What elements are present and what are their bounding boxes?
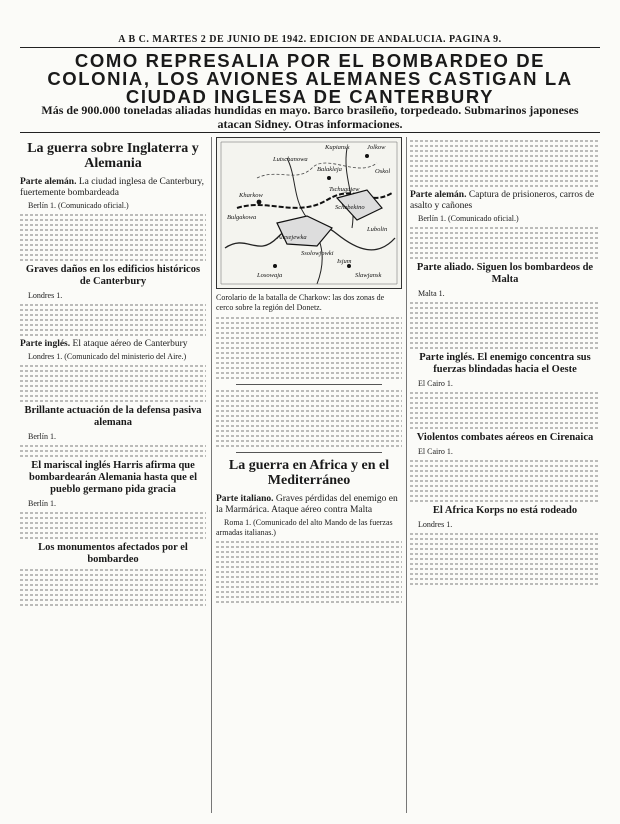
lead-text: Graves pérdidas del enemigo en la Marmárica. Ataque aéreo contra Malta <box>216 494 398 515</box>
lead-text: Captura de prisioneros, carros de asalto y cañones <box>410 190 595 211</box>
dateline: El Cairo 1. <box>418 447 453 456</box>
map-label: Lubolin <box>367 226 388 233</box>
header-rule <box>20 47 600 48</box>
section-title-africa: La guerra en Africa y en el Mediterráneo <box>228 458 390 488</box>
column-3 <box>410 137 600 817</box>
column-1 <box>20 137 206 817</box>
lead-text: La ciudad inglesa de Canterbury, fuertemente bombardeada <box>20 177 205 198</box>
article-body <box>410 460 600 502</box>
article-body <box>216 317 402 379</box>
column-rule-1 <box>211 137 212 813</box>
battle-map <box>216 137 402 289</box>
map-label: Oskol <box>375 168 391 175</box>
article-divider <box>236 384 382 385</box>
map-label: Lutschanowa <box>273 156 308 163</box>
lead-parte-ingles <box>20 339 206 350</box>
subhead-combates-aereos: Violentos combates aéreos en Cirenaica <box>416 432 594 443</box>
subhead-malta: Parte aliado. Siguen los bombardeos de Malta <box>416 262 594 285</box>
section-title-inglaterra: La guerra sobre Inglaterra y Alemania <box>27 141 199 171</box>
article-body <box>216 541 402 603</box>
subhead-africa-korps: El Africa Korps no está rodeado <box>432 505 578 516</box>
column-2 <box>216 137 402 817</box>
map-label: Balakleja <box>317 166 342 173</box>
article-body <box>410 227 600 259</box>
lead-label: Parte italiano. <box>216 494 274 504</box>
dateline: Londres 1. <box>28 291 63 300</box>
subhead-fuerzas-blindadas: Parte inglés. El enemigo concentra sus fuerzas blindadas hacia el Oeste <box>419 352 591 375</box>
running-header: A B C. MARTES 2 DE JUNIO DE 1942. EDICION DE ANDALUCIA. PAGINA 9. <box>118 34 502 45</box>
map-label: Bulgakowa <box>227 214 257 221</box>
map-label: Losowaja <box>257 272 283 279</box>
subhead-defensa-pasiva: Brillante actuación de la defensa pasiva alemana <box>24 405 202 428</box>
map-label: Tschugujew <box>329 186 360 193</box>
article-body <box>20 512 206 539</box>
subhead-canterbury-damage: Graves daños en los edificios históricos de Canterbury <box>25 264 201 287</box>
map-drawing <box>217 138 401 288</box>
map-label: Isjum <box>337 258 352 265</box>
map-label: Jolkow <box>367 144 386 151</box>
lead-label: Parte alemán. <box>410 190 467 200</box>
dateline: El Cairo 1. <box>418 379 453 388</box>
map-caption: Corolario de la batalla de Charkow: las dos zonas de cerco sobre la región del Donetz. <box>216 293 385 312</box>
column-rule-2 <box>406 137 407 813</box>
map-label: Ssolowjowki <box>301 250 334 257</box>
article-divider <box>236 452 382 453</box>
article-body <box>20 365 206 402</box>
headline-rule <box>20 132 600 133</box>
article-body <box>410 302 600 349</box>
article-body <box>20 304 206 336</box>
dateline: Berlín 1. (Comunicado oficial.) <box>418 214 519 223</box>
dateline: Berlín 1. <box>28 499 56 508</box>
subhead-monumentos: Los monumentos afectados por el bombardeo <box>38 542 188 565</box>
dateline: Berlín 1. (Comunicado oficial.) <box>28 201 129 210</box>
article-body <box>20 569 206 606</box>
dateline: Malta 1. <box>418 289 445 298</box>
main-headline: COMO REPRESALIA POR EL BOMBARDEO DE COLONIA, LOS AVIONES ALEMANES CASTIGAN LA CIUDAD INGLESA DE CANTERBURY <box>47 50 573 107</box>
subhead-mariscal-harris: El mariscal inglés Harris afirma que bombardearán Alemania hasta que el pueblo germano pida gracia <box>28 460 197 495</box>
sub-headline: Más de 900.000 toneladas aliadas hundidas en mayo. Barco brasileño, torpedeado. Submarinos japoneses atacan Sidney. Otras informaciones. <box>41 103 579 131</box>
lead-text: El ataque aéreo de Canterbury <box>72 339 188 349</box>
map-label: Kharkow <box>239 192 263 199</box>
article-body <box>20 445 206 457</box>
article-body <box>410 140 600 187</box>
dateline: Roma 1. (Comunicado del alto Mando de las fuerzas armadas italianas.) <box>216 518 393 537</box>
article-body <box>20 214 206 261</box>
article-body <box>410 533 600 585</box>
article-body <box>216 390 402 447</box>
article-body <box>410 392 600 429</box>
dateline: Londres 1. <box>418 520 453 529</box>
lead-parte-italiano <box>216 494 402 516</box>
map-label: Schebekino <box>335 204 365 211</box>
dateline: Londres 1. (Comunicado del ministerio del Aire.) <box>28 352 187 361</box>
lead-parte-aleman-africa <box>410 190 600 212</box>
dateline: Berlín 1. <box>28 432 56 441</box>
lead-label: Parte alemán. <box>20 177 77 187</box>
lead-label: Parte inglés. <box>20 339 71 349</box>
lead-parte-aleman <box>20 177 206 199</box>
map-label: Kupiansk <box>325 144 350 151</box>
map-label: Slawjansk <box>355 272 382 279</box>
map-label: Alexejewka <box>277 234 307 241</box>
